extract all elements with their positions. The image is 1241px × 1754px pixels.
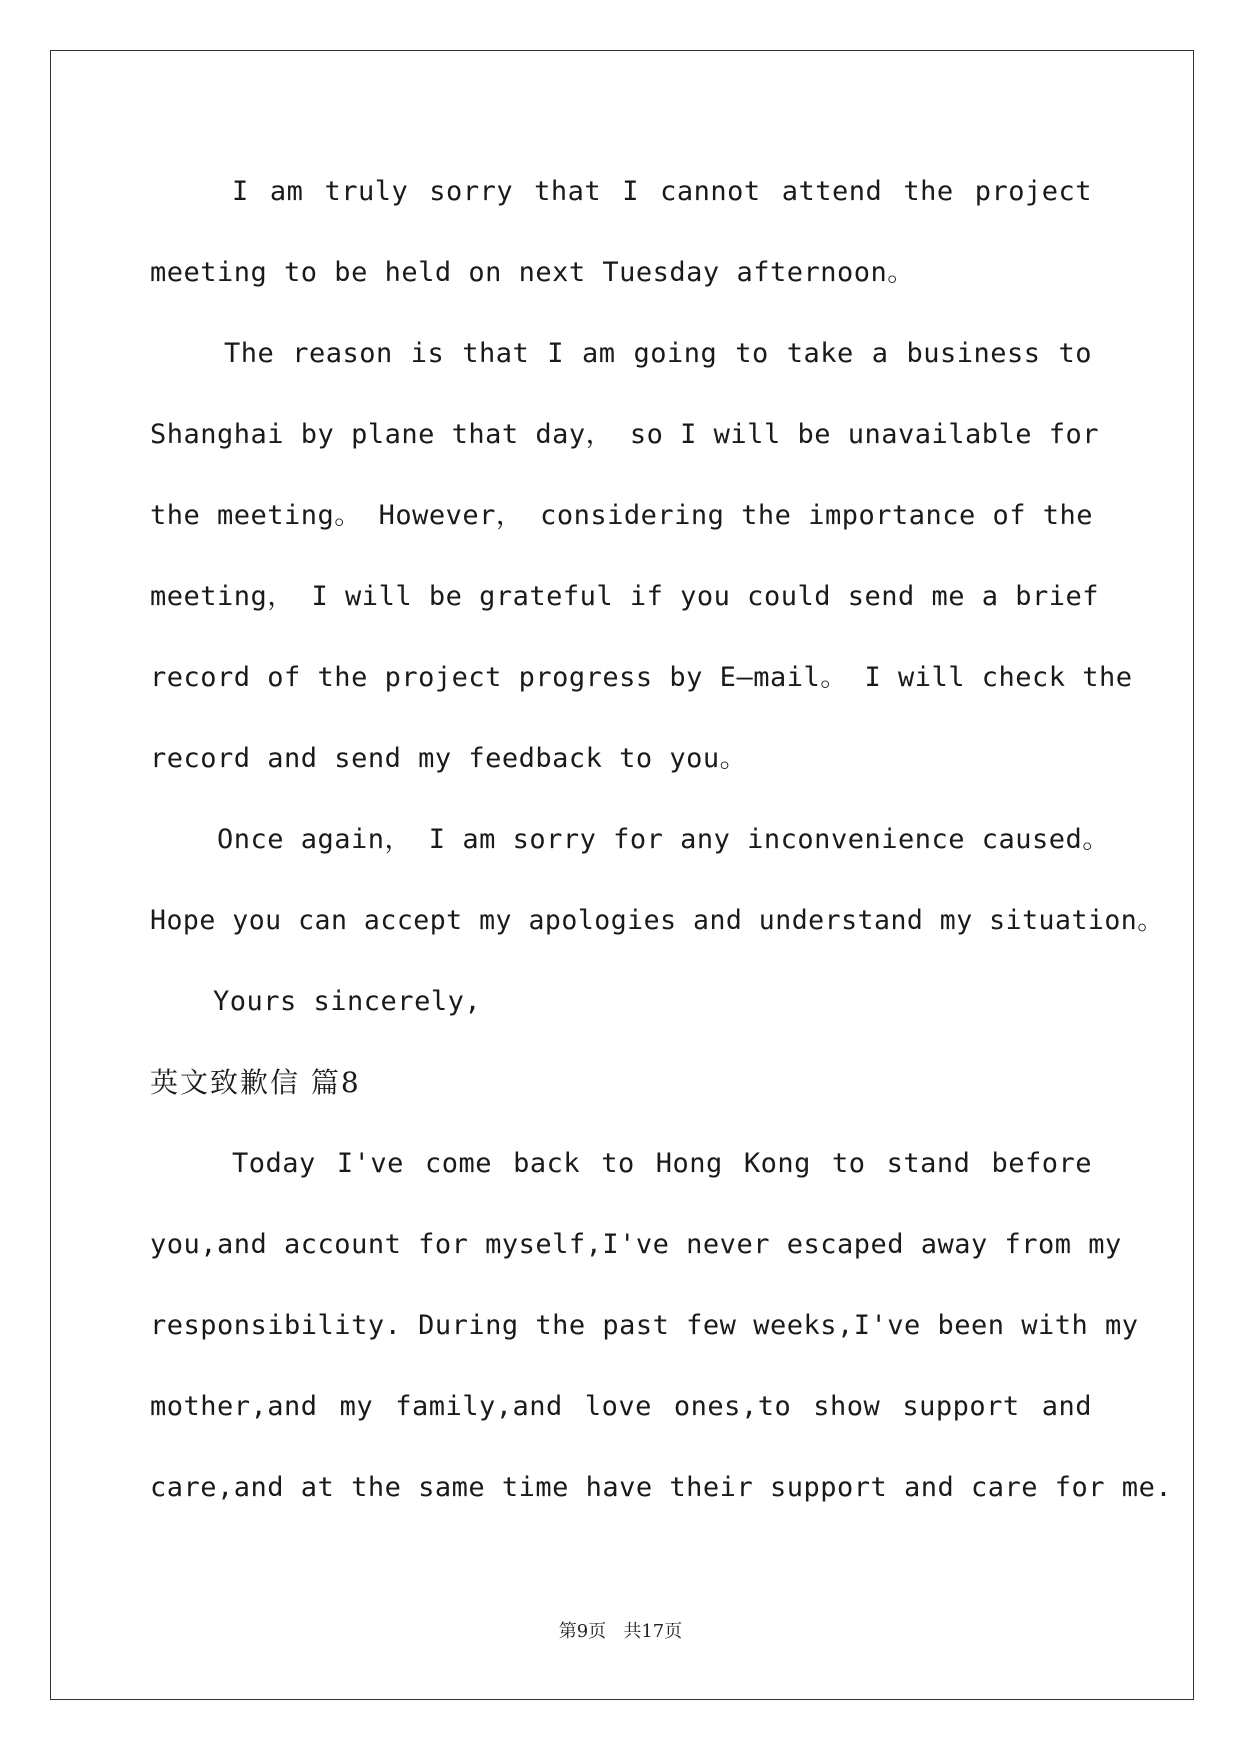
letter-line-5: the meeting。 However， considering the importance of the: [150, 500, 1094, 531]
letter-line-8: record and send my feedback to you。: [150, 743, 748, 774]
letter2-line-3: responsibility. During the past few weeks,I've been with my: [150, 1310, 1139, 1341]
page-border: [50, 50, 1194, 1700]
page-current-label: 第9页: [558, 1621, 607, 1642]
section-heading: 英文致歉信 篇8: [150, 1066, 361, 1099]
page-number-footer: [0, 1620, 1241, 1644]
letter-line-4: Shanghai by plane that day， so I will be unavailable for: [150, 419, 1100, 450]
closing-line: Yours sincerely,: [213, 986, 482, 1017]
letter2-line-1: Today I've come back to Hong Kong to stand before: [232, 1148, 1092, 1179]
letter-line-7: record of the project progress by E—mail。 I will check the: [150, 662, 1133, 693]
letter-line-2: meeting to be held on next Tuesday afternoon。: [150, 257, 915, 288]
page-total-label: 共17页: [623, 1621, 683, 1642]
letter-line-10: Hope you can accept my apologies and understand my situation。: [150, 905, 1165, 936]
letter-line-6: meeting， I will be grateful if you could send me a brief: [150, 581, 1100, 612]
letter2-line-2: you,and account for myself,I've never escaped away from my: [150, 1229, 1122, 1260]
letter-line-1: I am truly sorry that I cannot attend the project: [232, 176, 1092, 207]
letter-line-9: Once again， I am sorry for any inconvenience caused。: [217, 824, 1110, 855]
letter2-line-4: mother,and my family,and love ones,to show support and: [150, 1391, 1092, 1422]
letter-line-3: The reason is that I am going to take a business to: [224, 338, 1092, 369]
letter2-line-5: care,and at the same time have their support and care for me.: [150, 1472, 1173, 1503]
